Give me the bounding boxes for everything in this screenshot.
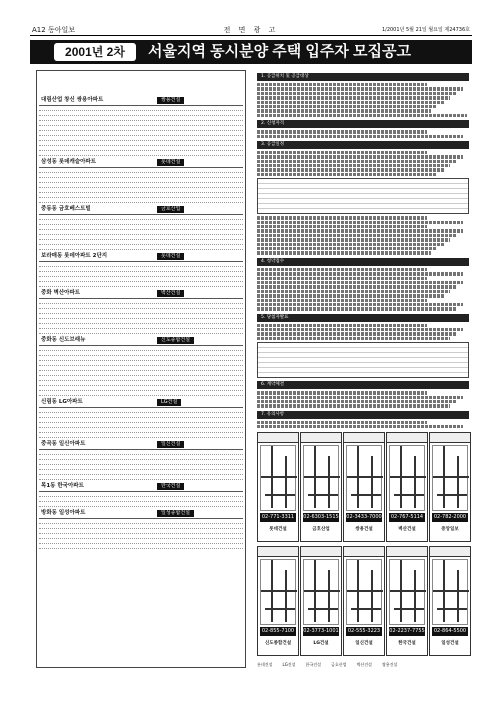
fine-print-line (257, 396, 463, 399)
model-house-box (257, 432, 299, 542)
builder-badge: 한국건설 (157, 483, 184, 490)
notice-header: 5. 당첨자발표 (257, 314, 469, 322)
fine-print-line (257, 96, 450, 99)
fine-print-line (257, 299, 427, 302)
builder-badge: LG건설 (157, 399, 181, 406)
model-house-box (429, 546, 471, 656)
section-name: 중곡동 일신아파트 (41, 441, 86, 447)
model-house-box (300, 546, 342, 656)
fine-print-line (257, 294, 444, 297)
table-row (39, 329, 243, 334)
section-8 (39, 441, 243, 480)
phone-number: 02-782-2000 (433, 514, 467, 520)
fine-print-line (257, 421, 427, 424)
box-header (301, 547, 341, 557)
section-5 (39, 290, 243, 334)
section-name: 중화동 신도브래뉴 (41, 337, 86, 343)
ticker-item: 쌍용건설 (381, 662, 398, 667)
ticker-item: 한국건설 (305, 662, 321, 667)
table-row (39, 151, 243, 156)
fine-print-line (257, 229, 463, 232)
page-number: A12 동아일보 (32, 26, 75, 34)
fine-print-line (257, 216, 427, 219)
issue-date: 1/2001년 5월 21일 월요일 제24736호 (381, 27, 470, 33)
section-1 (39, 97, 243, 156)
company-name: 금호산업 (312, 527, 330, 532)
section-name: 삼성동 롯데캐슬아파트 (41, 159, 97, 165)
fine-print-line (257, 234, 456, 237)
table-row (39, 282, 243, 287)
fine-print-line (257, 337, 450, 340)
box-header (301, 433, 341, 443)
fine-print-line (257, 238, 450, 241)
left-column (36, 70, 246, 668)
ticker-item: 금호산업 (331, 662, 347, 667)
section-4 (39, 253, 243, 287)
ticker-item: LG건설 (282, 662, 296, 667)
box-header (387, 547, 427, 557)
fine-print-line (257, 173, 437, 176)
table-row (39, 502, 243, 507)
model-house-box (343, 546, 385, 656)
fine-print-line (257, 135, 463, 138)
box-header (344, 547, 384, 557)
section-name: 보라매동 롯데아파트 2단지 (41, 253, 108, 259)
fine-print-line (257, 221, 463, 224)
schedule-table (257, 178, 469, 214)
supply-table (39, 345, 243, 396)
section-10 (39, 510, 243, 549)
fine-print-line (257, 307, 456, 310)
model-house-box (300, 432, 342, 542)
model-house-box (257, 546, 299, 656)
fine-print-line (257, 281, 463, 284)
company-name: 일신건설 (355, 641, 373, 646)
location-map (389, 559, 425, 625)
fine-print-line (257, 155, 463, 158)
location-map (346, 445, 382, 511)
phone-number: 02-771-3311 (261, 514, 295, 520)
fine-print-line (257, 151, 427, 154)
title-banner (30, 40, 472, 64)
builder-badge: 롯데건설 (157, 159, 184, 166)
section-2 (39, 159, 243, 203)
fine-print-line (257, 328, 463, 331)
right-column (257, 70, 469, 428)
supply-table (39, 167, 243, 203)
fine-print-line (257, 87, 463, 90)
box-header (344, 433, 384, 443)
supply-table (39, 491, 243, 507)
box-header (387, 433, 427, 443)
box-header (430, 433, 470, 443)
location-map (303, 445, 339, 511)
table-row (39, 475, 243, 480)
model-house-box (429, 432, 471, 542)
builder-badge: 신도종합건설 (157, 337, 194, 344)
phone-number: 02-555-3223 (347, 628, 381, 634)
section-header (39, 337, 243, 344)
section-name: 중화 벽산아파트 (41, 290, 81, 296)
masthead (30, 26, 472, 36)
phone-number: 02-2237-7755 (389, 628, 425, 634)
table-row (39, 198, 243, 203)
fine-print-line (257, 105, 437, 108)
section-name: 중동동 금호베스트빌 (41, 206, 91, 212)
phone-number: 02-767-5114 (390, 514, 424, 520)
supply-table (39, 214, 243, 250)
fine-print-line (257, 290, 450, 293)
table-row (39, 544, 243, 549)
fine-print-line (257, 83, 427, 86)
notice-header: 2. 신청자격 (257, 120, 469, 128)
table-row (39, 433, 243, 438)
section-list (37, 97, 245, 549)
fine-print-line (257, 324, 427, 327)
builder-badge: 일신건설 (157, 441, 184, 448)
builder-badge: 벽산건설 (157, 290, 184, 297)
schedule-table (257, 342, 469, 378)
notice-header: 6. 계약체결 (257, 381, 469, 389)
fine-print-line (257, 391, 427, 394)
fine-print-line (257, 225, 427, 228)
location-map (346, 559, 382, 625)
fine-print-line (257, 272, 463, 275)
box-header (258, 433, 298, 443)
location-map (260, 445, 296, 511)
ticker-item: 벽산건설 (356, 662, 372, 667)
fine-print-line (257, 114, 467, 117)
builder-badge: 일성종합건설 (157, 510, 194, 517)
section-name: 목1동 한국아파트 (41, 483, 84, 489)
company-name: 롯데건설 (269, 527, 287, 532)
location-map (389, 445, 425, 511)
section-header (39, 159, 243, 166)
phone-number: 02-864-5500 (433, 628, 467, 634)
model-house-box (386, 546, 428, 656)
notice-header: 3. 공급일정 (257, 141, 469, 149)
company-name: 벽산건설 (398, 527, 416, 532)
fine-print-line (257, 400, 456, 403)
supply-table (39, 261, 243, 287)
fine-print-line (257, 160, 456, 163)
section-header (39, 290, 243, 297)
supply-table (39, 298, 243, 334)
box-header (258, 547, 298, 557)
intro-text (39, 73, 243, 95)
company-name: 한국건설 (398, 641, 416, 646)
box-header (430, 547, 470, 557)
phone-number: 02-6303-1515 (303, 514, 339, 520)
builder-badge: 쌍용건설 (157, 97, 184, 104)
section-name: 방화동 일성아파트 (41, 510, 86, 516)
fine-print-line (257, 277, 427, 280)
fine-print-line (257, 101, 444, 104)
supply-table (39, 449, 243, 480)
fine-print-line (257, 109, 431, 112)
section-header (39, 483, 243, 490)
builder-badge: 롯데건설 (157, 253, 184, 260)
location-map (303, 559, 339, 625)
fine-print-line (257, 164, 450, 167)
supply-table (39, 105, 243, 156)
location-map (260, 559, 296, 625)
supply-table (39, 407, 243, 438)
builder-badge: 금호산업 (157, 206, 184, 213)
notice-header: 7. 유의사항 (257, 411, 469, 419)
fine-print-line (257, 303, 463, 306)
section-3 (39, 206, 243, 250)
table-row (39, 391, 243, 396)
fine-print-line (257, 130, 427, 133)
fine-print-line (257, 268, 427, 271)
page-title: 서울지역 동시분양 주택 입주자 모집공고 (148, 43, 412, 60)
fine-print-line (257, 404, 450, 407)
section-header (39, 253, 243, 260)
section-header (39, 97, 243, 104)
company-ticker (257, 662, 471, 668)
section-header (39, 510, 243, 517)
company-name: 중앙일보 (441, 527, 459, 532)
section-9 (39, 483, 243, 507)
fine-print-line (257, 285, 456, 288)
company-name: 신도종합건설 (264, 641, 292, 646)
fine-print-line (257, 168, 444, 171)
notice-header: 4. 청약접수 (257, 258, 469, 266)
model-house-box (343, 432, 385, 542)
location-map (432, 559, 468, 625)
table-row (39, 245, 243, 250)
section-name: 대림산업 창신 쌍용아파트 (41, 97, 104, 103)
phone-number: 02-3773-1001 (303, 628, 339, 634)
section-7 (39, 399, 243, 438)
section-header (39, 399, 243, 406)
phone-number: 02-855-7100 (261, 628, 295, 634)
company-name: 일성건설 (441, 641, 459, 646)
fine-print-line (257, 425, 463, 428)
company-name: LG건설 (313, 641, 329, 646)
model-house-box (386, 432, 428, 542)
fine-print-line (257, 243, 444, 246)
model-house-grid (257, 432, 471, 667)
fine-print-line (257, 332, 456, 335)
section-header (39, 206, 243, 213)
fine-print-line (257, 247, 437, 250)
fine-print-line (257, 92, 456, 95)
ticker-item: 롯데건설 (257, 662, 273, 667)
company-name: 쌍용건설 (355, 527, 373, 532)
supply-table (39, 518, 243, 549)
section-header (39, 441, 243, 448)
section-name: 신림동 LG아파트 (41, 399, 83, 405)
notice-header: 1. 공급위치 및 공급대상 (257, 73, 469, 81)
round-badge: 2001년 2차 (54, 43, 136, 61)
section-6 (39, 337, 243, 396)
phone-number: 02-3433-7000 (346, 514, 382, 520)
fine-print-line (257, 251, 431, 254)
section-label: 전 면 광 고 (223, 26, 279, 34)
location-map (432, 445, 468, 511)
